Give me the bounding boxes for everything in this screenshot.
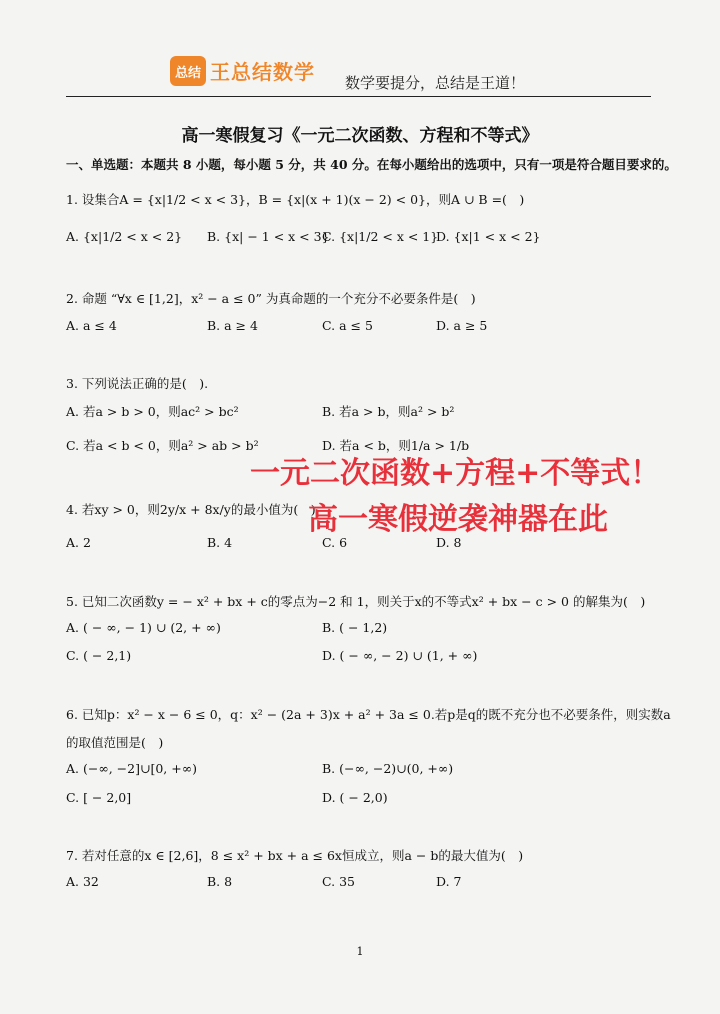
section-heading: 一、单选题：本题共 8 小题，每小题 5 分，共 40 分。在每小题给出的选项中，只有一项是符合题目要求的。 (66, 157, 677, 172)
question-1-option-a: A. {x|1/2 < x < 2} (66, 229, 183, 244)
question-6-stem-continued: 的取值范围是( ) (66, 735, 164, 750)
question-5-option-c: C. ( − 2,1) (66, 648, 132, 663)
question-1-option-d: D. {x|1 < x < 2} (436, 229, 541, 244)
question-4-option-a: A. 2 (66, 535, 91, 550)
question-7-option-a: A. 32 (66, 874, 99, 889)
brand-name: 王总结数学 (210, 60, 315, 84)
question-5-option-b: B. ( − 1,2) (322, 620, 388, 635)
question-1-stem: 1. 设集合A = {x|1/2 < x < 3}，B = {x|(x + 1)(x − 2) < 0}，则A ∪ B =( ) (66, 192, 525, 207)
question-2-option-d: D. a ≥ 5 (436, 318, 488, 333)
question-7-stem: 7. 若对任意的x ∈ [2,6]，8 ≤ x² + bx + a ≤ 6x恒成立，则a − b的最大值为( ) (66, 848, 524, 863)
question-5-option-a: A. ( − ∞, − 1) ∪ (2, + ∞) (66, 620, 221, 635)
question-6-stem: 6. 已知p：x² − x − 6 ≤ 0，q：x² − (2a + 3)x + a² + 3a ≤ 0.若p是q的既不充分也不必要条件，则实数a (66, 707, 671, 722)
question-2-option-c: C. a ≤ 5 (322, 318, 373, 333)
question-2-option-a: A. a ≤ 4 (66, 318, 117, 333)
header-divider (66, 96, 651, 97)
header-slogan: 数学要提分，总结是王道！ (345, 74, 526, 92)
question-2-option-b: B. a ≥ 4 (207, 318, 258, 333)
page-number: 1 (356, 945, 364, 958)
question-3-option-d: D. 若a < b，则1/a > 1/b (322, 438, 470, 453)
question-7-option-b: B. 8 (207, 874, 233, 889)
brand-logo-icon: 总结 (170, 56, 206, 86)
page-title: 高一寒假复习《一元二次函数、方程和不等式》 (181, 126, 539, 146)
question-3-stem: 3. 下列说法正确的是( ). (66, 376, 209, 391)
question-6-option-c: C. [ − 2,0] (66, 790, 132, 805)
question-5-option-d: D. ( − ∞, − 2) ∪ (1, + ∞) (322, 648, 478, 663)
question-6-option-b: B. (−∞, −2)∪(0, +∞) (322, 761, 454, 776)
question-5-stem: 5. 已知二次函数y = − x² + bx + c的零点为−2 和 1，则关于x的不等式x² + bx − c > 0 的解集为( ) (66, 594, 646, 609)
question-1-option-b: B. {x| − 1 < x < 3} (207, 229, 330, 244)
question-2-stem: 2. 命题 “∀x ∈ [1,2]，x² − a ≤ 0” 为真命题的一个充分不必要条件是( ) (66, 291, 476, 306)
promo-overlay-line-2: 高一寒假逆袭神器在此 (308, 502, 608, 537)
question-4-option-b: B. 4 (207, 535, 233, 550)
question-3-option-c: C. 若a < b < 0，则a² > ab > b² (66, 438, 259, 453)
question-3-option-a: A. 若a > b > 0，则ac² > bc² (66, 404, 239, 419)
question-3-option-b: B. 若a > b，则a² > b² (322, 404, 455, 419)
question-7-option-c: C. 35 (322, 874, 355, 889)
question-6-option-d: D. ( − 2,0) (322, 790, 388, 805)
question-6-option-a: A. (−∞, −2]∪[0, +∞) (66, 761, 197, 776)
question-1-option-c: C. {x|1/2 < x < 1} (322, 229, 439, 244)
promo-overlay-line-1: 一元二次函数+方程+不等式！ (250, 456, 661, 491)
question-7-option-d: D. 7 (436, 874, 462, 889)
question-4-option-d: D. 8 (436, 535, 462, 550)
question-4-option-c: C. 6 (322, 535, 348, 550)
question-4-stem: 4. 若xy > 0，则2y/x + 8x/y的最小值为( ) (66, 502, 316, 517)
